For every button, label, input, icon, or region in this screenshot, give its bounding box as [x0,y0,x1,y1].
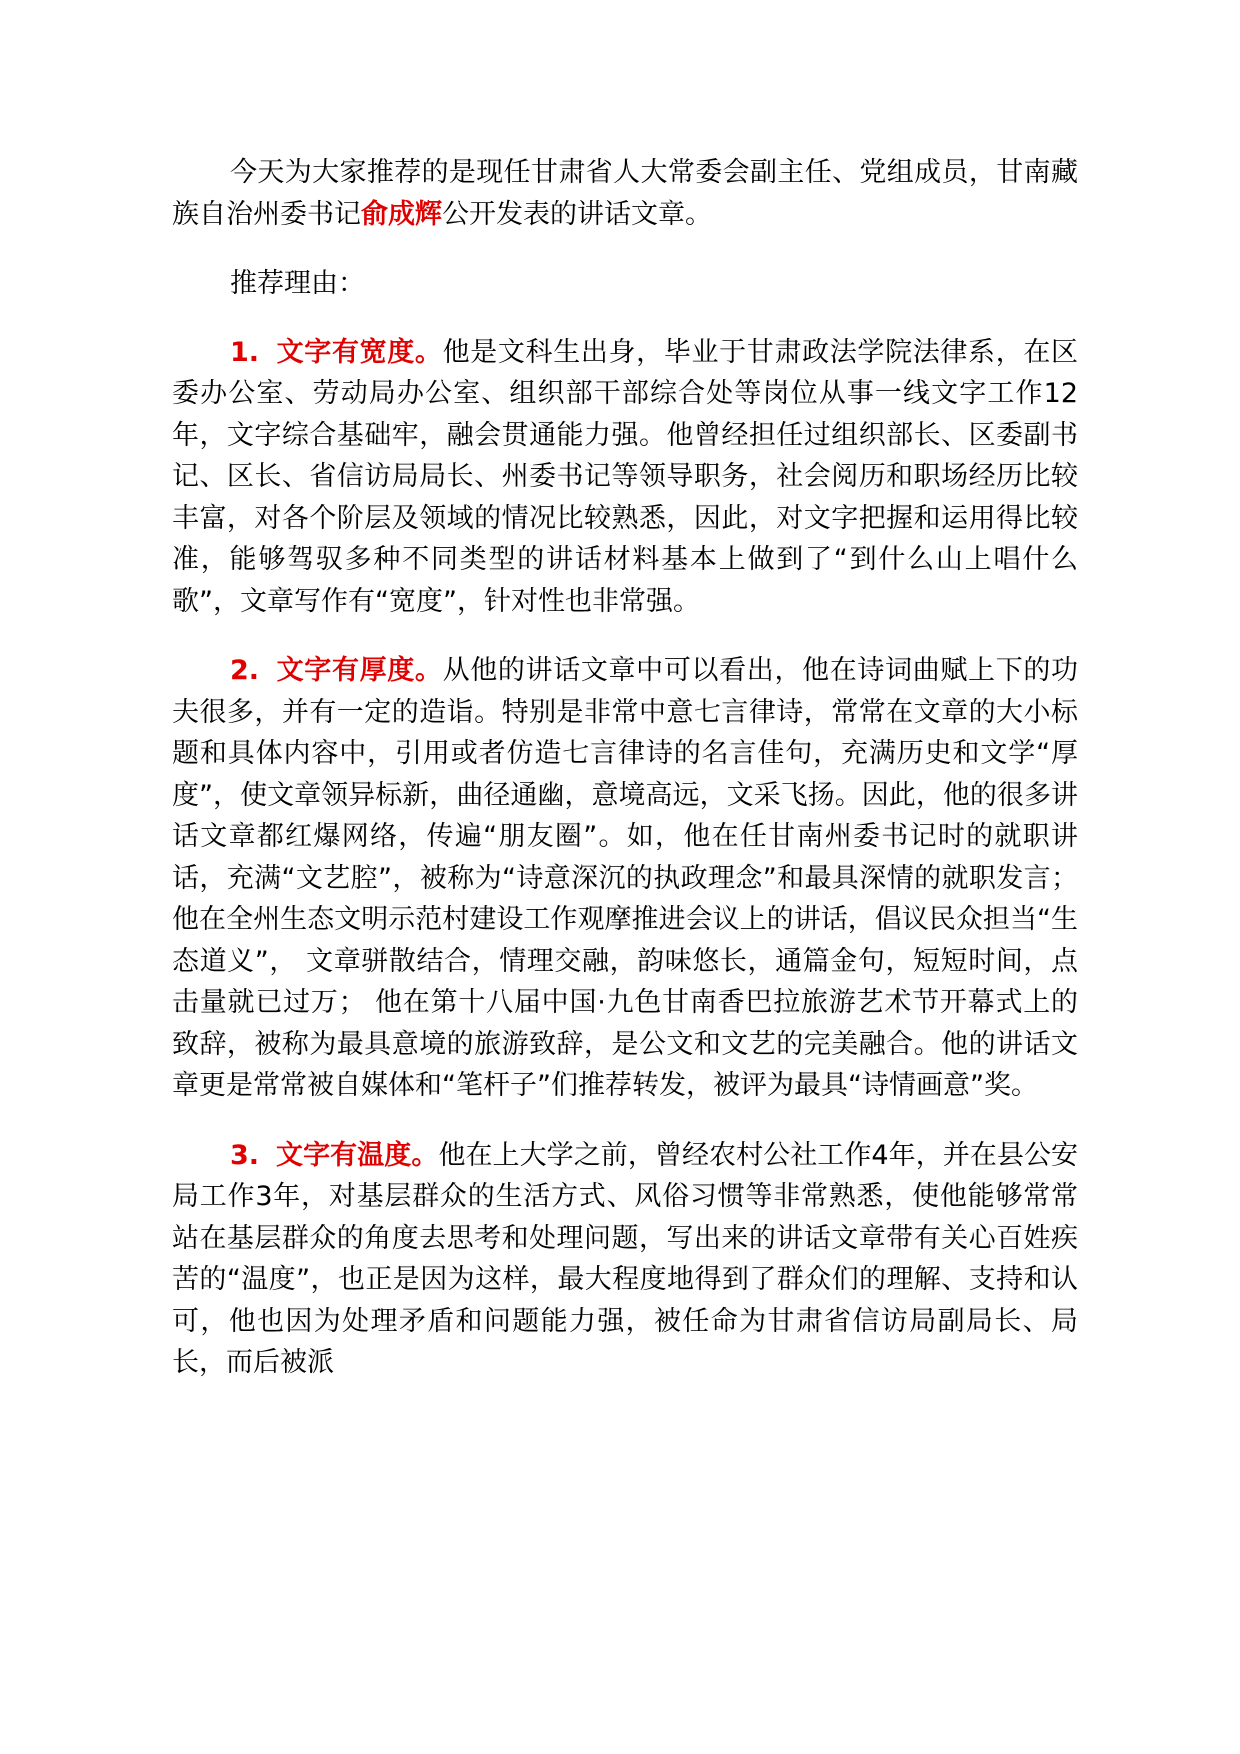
reason-item-1 [172,332,1078,623]
reason-title: 文字有温度。 [276,1139,439,1171]
reason-title: 文字有宽度。 [276,336,443,368]
reason-item-3 [172,1135,1078,1384]
reason-item-2 [172,650,1078,1107]
intro-paragraph [172,152,1078,235]
reason-number: 3. [230,1139,260,1171]
reason-number: 2. [230,655,260,686]
reasons-heading: 推荐理由： [230,268,365,299]
intro-text-before: 今天为大家推荐的是现任甘肃省人大常委会副主任、党组成员，甘南藏族自治州委书记 [172,157,1078,230]
highlighted-name: 俞成辉 [361,198,442,230]
intro-text-after: 公开发表的讲话文章。 [442,198,712,230]
reason-number: 1. [230,336,260,368]
reason-body: 他在上大学之前，曾经农村公社工作4年，并在县公安局工作3年，对基层群众的生活方式、风俗习惯等非常熟悉，使他能够常常站在基层群众的角度去思考和处理问题，写出来的讲话文章带有关心百姓疾苦的“温度”，也正是因为这样，最大程度地得到了群众们的理解、支持和认可，他也因为处理矛盾和问题能力强，被任命为甘肃省信访局副局长、局长，而后被派 [172,1139,1079,1378]
reason-title: 文字有厚度。 [276,655,443,686]
article-body [172,152,1078,1412]
reason-body: 他是文科生出身，毕业于甘肃政法学院法律系，在区委办公室、劳动局办公室、组织部干部综合处等岗位从事一线文字工作12年，文字综合基础牢，融会贯通能力强。他曾经担任过组织部长、区委副书记、区长、省信访局局长、州委书记等领导职务，社会阅历和职场经历比较丰富，对各个阶层及领域的情况比较熟悉，因此，对文字把握和运用得比较准，能够驾驭多种不同类型的讲话材料基本上做到了“到什么山上唱什么歌”，文章写作有“宽度”，针对性也非常强。 [172,336,1079,617]
reason-body: 从他的讲话文章中可以看出，他在诗词曲赋上下的功夫很多，并有一定的造诣。特别是非常中意七言律诗，常常在文章的大小标题和具体内容中，引用或者仿造七言律诗的名言佳句，充满历史和文学“厚度”，使文章领异标新，曲径通幽，意境高远，文采飞扬。因此，他的很多讲话文章都红爆网络，传遍“朋友圈”。如，他在任甘南州委书记时的就职讲话，充满“文艺腔”，被称为“诗意深沉的执政理念”和最具深情的就职发言；他在全州生态文明示范村建设工作观摩推进会议上的讲话，倡议民众担当“生态道义”， 文章骈散结合，情理交融，韵味悠长，通篇金句，短短时间，点击量就已过万； 他在第十八届中国·九色甘南香巴拉旅游艺术节开幕式上的致辞，被称为最具意境的旅游致辞，是公文和文艺的完美融合。他的讲话文章更是常常被自媒体和“笔杆子”们推荐转发，被评为最具“诗情画意”奖。 [172,655,1079,1101]
